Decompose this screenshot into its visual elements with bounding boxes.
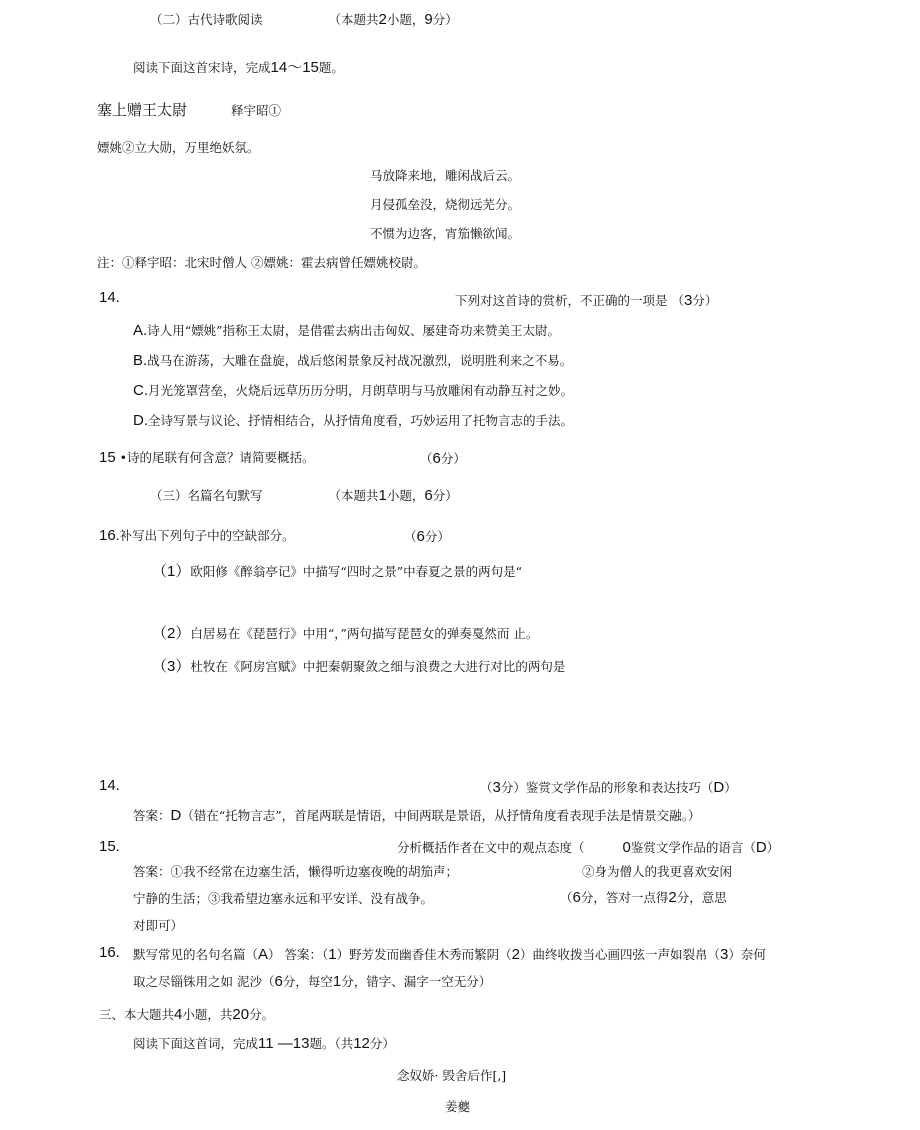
section-heading xyxy=(150,486,458,504)
answer-15-head: 分析概括作者在文中的观点态度（ 0鉴赏文学作品的语言（D） xyxy=(397,839,780,856)
poem-line: 马放降来地，雕闲战后云。 xyxy=(370,168,521,183)
answer-16-line: 默写常见的名句名篇（A） 答案：（1）野芳发而幽香佳木秀而繁阴（2）曲终收拨当心画四弦一声如裂帛（3）奈何 xyxy=(133,946,766,963)
poem-line: 嫖姚②立大勋，万里绝妖氛。 xyxy=(97,140,260,155)
ci-title: 念奴娇· 毁舍后作[,] xyxy=(397,1068,507,1083)
ci-author: 姜夔 xyxy=(445,1099,471,1114)
poem-title-line xyxy=(97,99,281,120)
instruction: 阅读下面这首词，完成11 —13题。（共12分） xyxy=(133,1035,395,1052)
question-stem: 下列对这首诗的赏析，不正确的一项是 （3分） xyxy=(455,292,718,309)
fill-item: （1）欧阳修《醉翁亭记》中描写“四时之景”中春夏之景的两句是“ xyxy=(152,563,523,580)
answer-number: 15. xyxy=(99,838,120,855)
option-d: D.全诗写景与议论、抒情相结合，从抒情角度看，巧妙运用了托物言志的手法。 xyxy=(133,412,574,429)
answer-14-text: 答案：D（错在“托物言志”，首尾两联是情语，中间两联是景语，从抒情角度看表现手法是情景交融。） xyxy=(133,807,701,824)
poem-note: 注：①释宇昭：北宋时僧人 ②嫖姚：霍去病曾任嫖姚校尉。 xyxy=(97,255,426,270)
poem-line: 月侵孤垒没，烧彻远芜分。 xyxy=(370,197,521,212)
instruction: 阅读下面这首宋诗，完成14〜15题。 xyxy=(133,59,344,76)
section-title: （二）古代诗歌阅读 xyxy=(150,12,263,27)
poem-author: 释宇昭① xyxy=(230,103,281,118)
section-title: （三）名篇名句默写 xyxy=(150,488,263,503)
answer-number: 16. xyxy=(99,944,120,961)
answer-15-line: （6分，答对一点得2分，意思 xyxy=(560,889,727,906)
section-score: （本题共2小题，9分） xyxy=(328,11,458,28)
option-b: B.战马在游荡，大雕在盘旋，战后悠闲景象反衬战况激烈，说明胜利来之不易。 xyxy=(133,352,573,369)
answer-16-line: 取之尽锱铢用之如 泥沙（6分，每空1分，错字、漏字一空无分） xyxy=(133,973,492,990)
poem-title: 塞上赠王太尉 xyxy=(97,101,188,119)
fill-item: （3）杜牧在《阿房宫赋》中把秦朝聚敛之细与浪费之大进行对比的两句是 xyxy=(152,658,566,675)
answer-15-line: 对即可） xyxy=(133,918,184,933)
option-c: C.月光笼罩营垒，火烧后远草历历分明，月朗草明与马放雕闲有动静互衬之妙。 xyxy=(133,382,574,399)
answer-15-line: 答案：①我不经常在边塞生活，懒得听边塞夜晚的胡笳声； xyxy=(133,864,459,879)
question-number: 14. xyxy=(99,289,120,306)
question-15: 15 •诗的尾联有何含意？请简要概括。 xyxy=(99,449,315,466)
answer-14-head: （3分）鉴赏文学作品的形象和表达技巧（D） xyxy=(480,779,737,796)
option-a: A.诗人用“嫖姚”指称王太尉，是借霍去病出击匈奴、屡建奇功来赞美王太尉。 xyxy=(133,322,560,339)
section-score: （本题共1小题，6分） xyxy=(328,487,458,504)
answer-15-line: ②身为僧人的我更喜欢安闲 xyxy=(582,864,733,879)
section-heading xyxy=(150,10,458,28)
answer-number: 14. xyxy=(99,777,120,794)
answer-15-line: 宁静的生活；③我希望边塞永远和平安详、没有战争。 xyxy=(133,891,434,906)
poem-line: 不惯为边客，宵笳懒欲闻。 xyxy=(370,226,521,241)
question-16-points: （6分） xyxy=(404,528,450,545)
section-three-heading: 三、本大题共4小题，共20分。 xyxy=(99,1006,275,1023)
question-15-points: （6分） xyxy=(420,450,466,467)
question-16: 16.补写出下列句子中的空缺部分。 xyxy=(99,527,295,544)
fill-item: （2）白居易在《琵琶行》中用“，”两句描写琵琶女的弹奏戛然而 止。 xyxy=(152,625,539,642)
